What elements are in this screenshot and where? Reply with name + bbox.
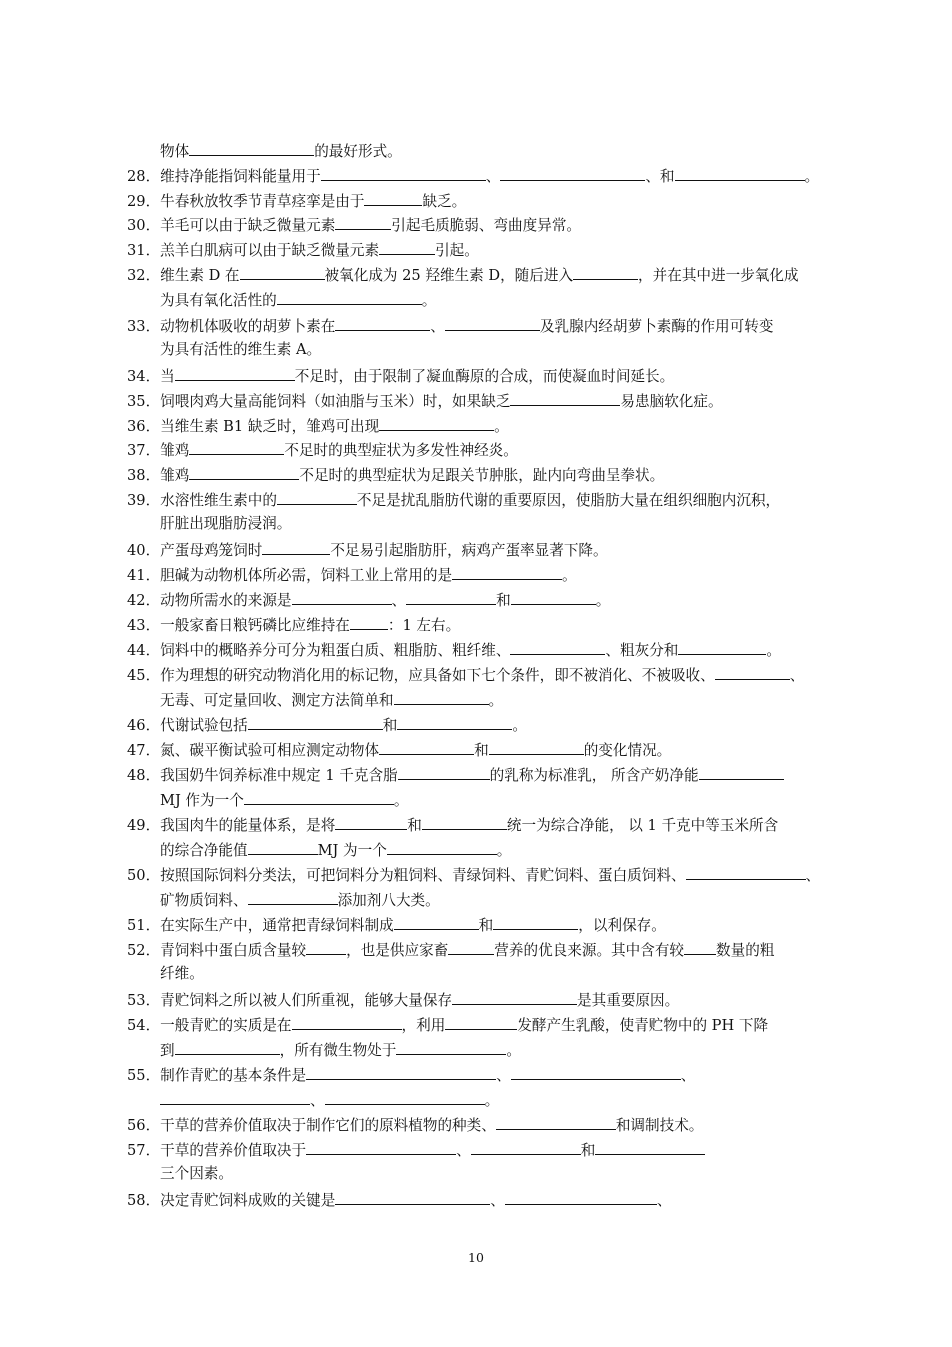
- answer-blank[interactable]: [379, 415, 494, 431]
- answer-blank[interactable]: [321, 165, 486, 181]
- question-line: [160, 1164, 900, 1184]
- question-text: 的变化情况。: [583, 742, 672, 759]
- question-text: 引起毛质脆弱、弯曲度异常。: [391, 217, 582, 234]
- answer-blank[interactable]: [500, 165, 645, 181]
- answer-blank[interactable]: [684, 939, 716, 955]
- question-text: ，利用: [401, 1017, 446, 1034]
- question-text: ，以利保存。: [578, 917, 666, 934]
- question-line: [127, 739, 867, 759]
- question-text: 28．维持净能指饲料能量用于: [127, 168, 321, 185]
- answer-blank[interactable]: [445, 315, 540, 331]
- question-line: [127, 589, 867, 609]
- question-line: [160, 1089, 900, 1109]
- question-text: 添加剂八大类。: [337, 892, 440, 909]
- answer-blank[interactable]: [175, 365, 295, 381]
- answer-blank[interactable]: [595, 1139, 705, 1155]
- answer-blank[interactable]: [277, 289, 422, 305]
- question-line: [127, 714, 867, 734]
- question-text: 35．饲喂肉鸡大量高能饲料（如油脂与玉米）时，如果缺乏: [127, 393, 511, 410]
- question-text: 53．青贮饲料之所以被人们所重视，能够大量保存: [127, 992, 453, 1009]
- question-text: 52．青饲料中蛋白质含量较: [127, 942, 307, 959]
- question-line: [127, 214, 867, 234]
- question-line: [127, 264, 867, 284]
- page-number: 10: [468, 1250, 484, 1265]
- question-line: [160, 789, 900, 809]
- question-text: 和: [478, 917, 494, 934]
- question-line: [127, 939, 867, 959]
- question-text: 肝脏出现脂肪浸润。: [160, 515, 292, 532]
- answer-blank[interactable]: [489, 739, 584, 755]
- answer-blank[interactable]: [335, 214, 391, 230]
- question-text: 29．牛春秋放牧季节青草痉挛是由于: [127, 193, 365, 210]
- answer-blank[interactable]: [496, 1114, 616, 1130]
- question-text: ，也是供应家畜: [346, 942, 449, 959]
- question-text: 。: [494, 418, 509, 435]
- question-text: 。: [496, 842, 512, 859]
- question-text: 的综合净能值: [160, 842, 248, 859]
- question-text: 37．雏鸡: [127, 442, 190, 459]
- question-text: 、: [391, 592, 407, 609]
- answer-blank[interactable]: [189, 140, 314, 156]
- question-text: 到: [160, 1042, 175, 1059]
- answer-blank[interactable]: [387, 839, 497, 855]
- question-text: 物体: [160, 143, 190, 160]
- question-text: 58．决定青贮饲料成败的关键是: [127, 1192, 336, 1209]
- answer-blank[interactable]: [189, 439, 284, 455]
- question-text: 。: [562, 567, 577, 584]
- question-text: 不足时的典型症状为多发性神经炎。: [284, 442, 518, 459]
- question-line: [160, 839, 900, 859]
- question-text: 发酵产生乳酸，使青贮物中的 PH 下降: [517, 1017, 769, 1034]
- question-text: 45．作为理想的研究动物消化用的标记物，应具备如下七个条件，即不被消化、不被吸收、: [127, 667, 715, 684]
- question-text: 、: [456, 1142, 471, 1159]
- question-line: [127, 864, 867, 884]
- question-text: 31．羔羊白肌病可以由于缺乏微量元素: [127, 242, 380, 259]
- answer-blank[interactable]: [397, 714, 512, 730]
- question-line: [127, 914, 867, 934]
- question-line: [127, 614, 867, 634]
- question-text: 、: [789, 667, 805, 684]
- question-text: ，并在其中进一步氧化成: [638, 267, 799, 284]
- question-text: 36．当维生素 B1 缺乏时，雏鸡可出现: [127, 418, 380, 435]
- question-text: 、粗灰分和: [605, 642, 679, 659]
- question-line: [127, 489, 867, 509]
- question-line: [127, 1139, 867, 1159]
- answer-blank[interactable]: [452, 989, 577, 1005]
- question-line: [160, 514, 900, 534]
- question-text: 。: [488, 692, 504, 709]
- answer-blank[interactable]: [248, 839, 318, 855]
- question-text: 。: [512, 717, 527, 734]
- question-line: [127, 989, 867, 1009]
- question-line: [127, 365, 867, 385]
- question-line: [127, 1114, 867, 1134]
- question-text: 是其重要原因。: [577, 992, 680, 1009]
- question-text: 54．一般青贮的实质是在: [127, 1017, 292, 1034]
- question-line: [127, 564, 867, 584]
- question-text: 50．按照国际饲料分类法，可把饲料分为粗饲料、青绿饲料、青贮饲料、蛋白质饲料、: [127, 867, 686, 884]
- question-text: 32．维生素 D 在: [127, 267, 240, 284]
- question-text: 。: [421, 292, 437, 309]
- answer-blank[interactable]: [493, 914, 578, 930]
- question-text: 数量的粗: [716, 942, 775, 959]
- question-text: 43．一般家畜日粮钙磷比应维持在: [127, 617, 350, 634]
- question-text: 49．我国肉牛的能量体系，是将: [127, 817, 336, 834]
- question-text: 。: [506, 1042, 521, 1059]
- answer-blank[interactable]: [262, 539, 330, 555]
- question-line: [160, 140, 900, 160]
- question-text: 和调制技术。: [615, 1117, 704, 1134]
- question-text: 57．干草的营养价值取决于: [127, 1142, 307, 1159]
- answer-blank[interactable]: [292, 589, 392, 605]
- question-text: 不足是扰乱脂肪代谢的重要原因，使脂肪大量在组织细胞内沉积，: [356, 492, 781, 509]
- question-text: 。: [595, 592, 611, 609]
- question-text: 为具有氧化活性的: [160, 292, 277, 309]
- question-text: 47．氮、碳平衡试验可相应测定动物体: [127, 742, 380, 759]
- question-text: 、: [805, 867, 821, 884]
- question-text: 矿物质饲料、: [160, 892, 248, 909]
- question-text: 、: [310, 1092, 325, 1109]
- question-text: 和: [474, 742, 489, 759]
- question-line: [127, 390, 867, 410]
- answer-blank[interactable]: [306, 1064, 496, 1080]
- answer-blank[interactable]: [335, 814, 407, 830]
- answer-blank[interactable]: [511, 589, 596, 605]
- answer-blank[interactable]: [240, 264, 325, 280]
- question-line: [127, 1189, 867, 1209]
- answer-blank[interactable]: [510, 390, 620, 406]
- question-text: 。: [393, 792, 409, 809]
- question-text: 。: [804, 168, 820, 185]
- question-text: 、: [430, 318, 445, 335]
- answer-blank[interactable]: [675, 165, 805, 181]
- answer-blank[interactable]: [510, 639, 605, 655]
- answer-blank[interactable]: [394, 689, 489, 705]
- answer-blank[interactable]: [325, 1089, 485, 1105]
- question-text: 48．我国奶牛饲养标准中规定 1 千克含脂: [127, 767, 398, 784]
- question-text: 和: [382, 717, 398, 734]
- answer-blank[interactable]: [686, 864, 806, 880]
- question-text: 、: [680, 1067, 696, 1084]
- question-text: 。: [766, 642, 782, 659]
- question-text: 。: [484, 1092, 500, 1109]
- question-line: [160, 289, 900, 309]
- question-line: [160, 1039, 900, 1059]
- answer-blank[interactable]: [160, 1089, 310, 1105]
- answer-blank[interactable]: [306, 1139, 456, 1155]
- answer-blank[interactable]: [364, 190, 422, 206]
- question-text: 、: [485, 168, 501, 185]
- question-text: 、: [496, 1067, 511, 1084]
- question-line: [127, 190, 867, 210]
- question-line: [160, 889, 900, 909]
- answer-blank[interactable]: [573, 264, 638, 280]
- question-line: [160, 689, 900, 709]
- question-text: 易患脑软化症。: [620, 393, 723, 410]
- question-text: 42．动物所需水的来源是: [127, 592, 292, 609]
- question-text: 51．在实际生产中，通常把青绿饲料制成: [127, 917, 394, 934]
- answer-blank[interactable]: [244, 789, 394, 805]
- question-text: 为具有活性的维生素 A。: [160, 341, 322, 358]
- question-text: 和: [407, 817, 422, 834]
- question-text: 无毒、可定量回收、测定方法简单和: [160, 692, 394, 709]
- question-text: ：1 左右。: [387, 617, 461, 634]
- answer-blank[interactable]: [175, 1039, 280, 1055]
- question-text: MJ 为一个: [317, 842, 387, 859]
- answer-blank[interactable]: [398, 764, 490, 780]
- answer-blank[interactable]: [248, 714, 383, 730]
- question-line: [160, 964, 900, 984]
- answer-blank[interactable]: [511, 1064, 681, 1080]
- answer-blank[interactable]: [422, 814, 507, 830]
- question-text: 、: [490, 1192, 505, 1209]
- answer-blank[interactable]: [189, 464, 299, 480]
- question-text: 被氧化成为 25 羟维生素 D，随后进入: [324, 267, 574, 284]
- answer-blank[interactable]: [445, 1014, 517, 1030]
- question-text: 55．制作青贮的基本条件是: [127, 1067, 307, 1084]
- question-text: 引起。: [435, 242, 479, 259]
- question-line: [127, 639, 867, 659]
- question-text: 39．水溶性维生素中的: [127, 492, 277, 509]
- answer-blank[interactable]: [394, 914, 479, 930]
- question-line: [127, 464, 867, 484]
- answer-blank[interactable]: [248, 889, 338, 905]
- question-line: [127, 439, 867, 459]
- question-line: [127, 239, 867, 259]
- question-text: 33．动物机体吸收的胡萝卜素在: [127, 318, 336, 335]
- question-text: 的乳称为标准乳， 所含产奶净能: [489, 767, 699, 784]
- question-text: 、和: [645, 168, 675, 185]
- question-line: [127, 415, 867, 435]
- question-text: 不足时的典型症状为足跟关节肿胀，趾内向弯曲呈拳状。: [299, 467, 665, 484]
- question-line: [127, 539, 867, 559]
- answer-blank[interactable]: [379, 239, 435, 255]
- question-text: 46．代谢试验包括: [127, 717, 248, 734]
- question-text: MJ 作为一个: [160, 792, 244, 809]
- answer-blank[interactable]: [505, 1189, 657, 1205]
- question-text: 三个因素。: [160, 1165, 233, 1182]
- question-text: 34．当: [127, 368, 175, 385]
- question-text: 38．雏鸡: [127, 467, 190, 484]
- answer-blank[interactable]: [306, 939, 346, 955]
- answer-blank[interactable]: [406, 589, 496, 605]
- answer-blank[interactable]: [452, 564, 562, 580]
- answer-blank[interactable]: [678, 639, 766, 655]
- question-text: 和: [496, 592, 511, 609]
- question-text: 44．饲料中的概略养分可分为粗蛋白质、粗脂肪、粗纤维、: [127, 642, 511, 659]
- question-line: [127, 664, 867, 684]
- question-line: [127, 315, 867, 335]
- question-text: 及乳腺内经胡萝卜素酶的作用可转变: [539, 318, 774, 335]
- question-text: 和: [580, 1142, 596, 1159]
- question-line: [127, 1064, 867, 1084]
- answer-blank[interactable]: [335, 1189, 490, 1205]
- question-line: [127, 165, 867, 185]
- answer-blank[interactable]: [448, 939, 494, 955]
- answer-blank[interactable]: [471, 1139, 581, 1155]
- answer-blank[interactable]: [350, 614, 388, 630]
- answer-blank[interactable]: [396, 1039, 506, 1055]
- question-text: 不足时，由于限制了凝血酶原的合成，而使凝血时间延长。: [294, 368, 675, 385]
- answer-blank[interactable]: [715, 664, 790, 680]
- question-line: [127, 1014, 867, 1034]
- question-line: [127, 764, 867, 784]
- question-text: 营养的优良来源。其中含有较: [494, 942, 685, 959]
- question-text: 56．干草的营养价值取决于制作它们的原料植物的种类、: [127, 1117, 496, 1134]
- question-text: 30．羊毛可以由于缺乏微量元素: [127, 217, 336, 234]
- question-text: 的最好形式。: [314, 143, 402, 160]
- answer-blank[interactable]: [699, 764, 784, 780]
- question-text: 统一为综合净能， 以 1 千克中等玉米所含: [506, 817, 779, 834]
- question-text: 40．产蛋母鸡笼饲时: [127, 542, 263, 559]
- question-text: 缺乏。: [422, 193, 467, 210]
- question-text: 、: [656, 1192, 672, 1209]
- answer-blank[interactable]: [292, 1014, 402, 1030]
- answer-blank[interactable]: [379, 739, 474, 755]
- question-text: 41．胆碱为动物机体所必需，饲料工业上常用的是: [127, 567, 453, 584]
- question-line: [160, 340, 900, 360]
- answer-blank[interactable]: [335, 315, 430, 331]
- question-text: 不足易引起脂肪肝，病鸡产蛋率显著下降。: [330, 542, 608, 559]
- question-text: ，所有微生物处于: [279, 1042, 397, 1059]
- answer-blank[interactable]: [277, 489, 357, 505]
- question-line: [127, 814, 867, 834]
- question-text: 纤维。: [160, 965, 204, 982]
